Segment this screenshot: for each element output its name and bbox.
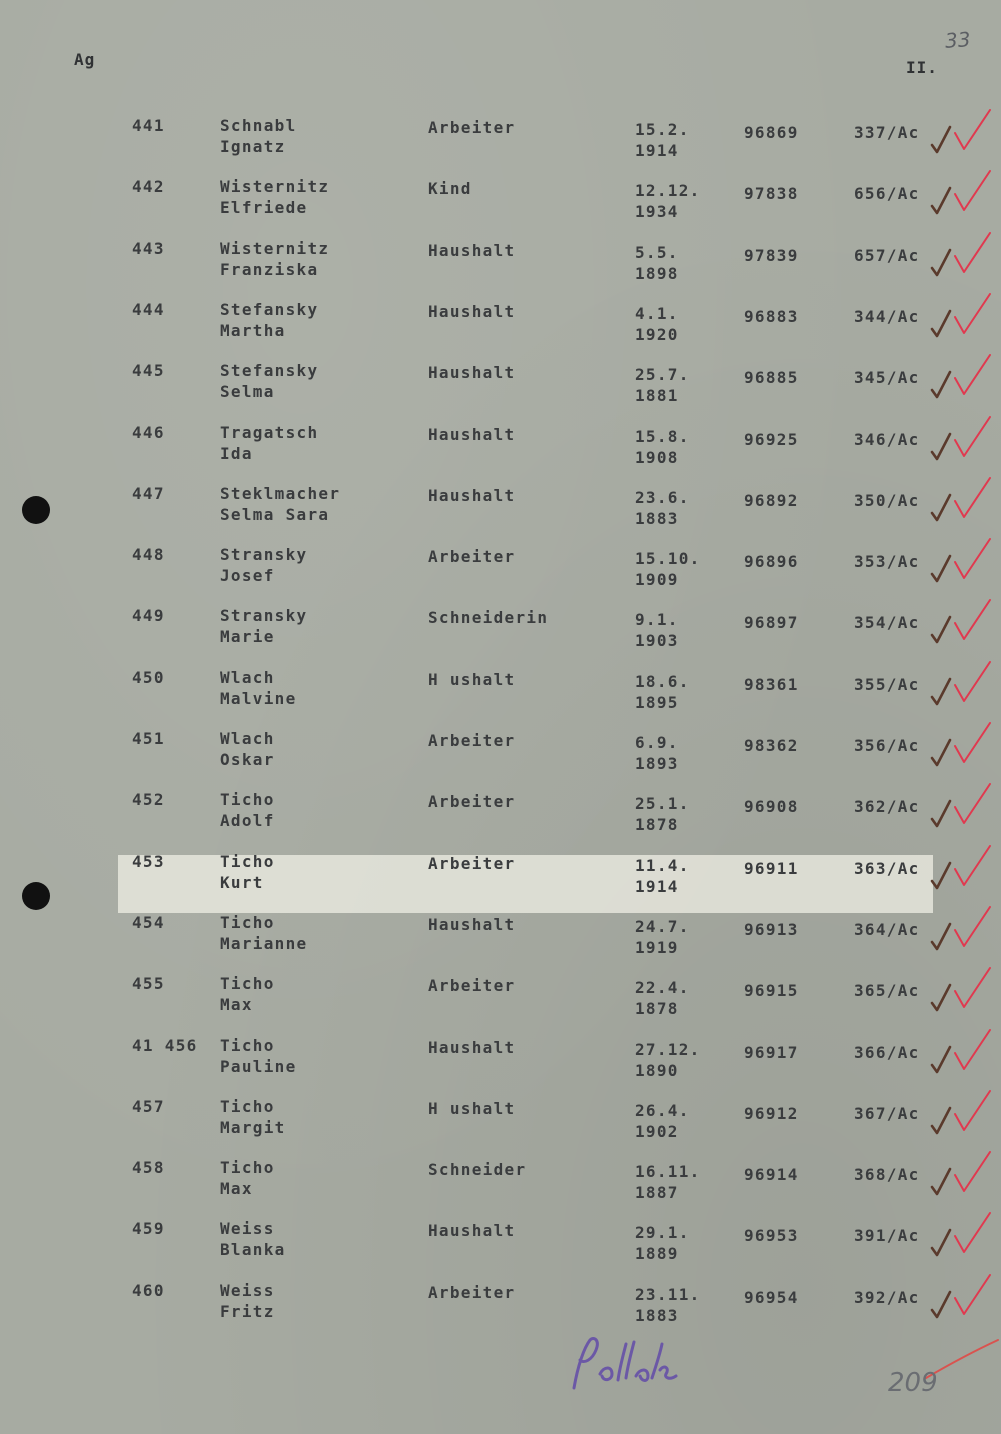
first-name: Fritz	[220, 1302, 275, 1321]
birth-date	[635, 1100, 690, 1142]
birth-date	[635, 1222, 690, 1264]
check-mark-icon	[952, 659, 992, 705]
table-row	[118, 1158, 933, 1219]
surname: Wlach	[220, 668, 275, 687]
table-row	[118, 423, 933, 484]
table-row	[118, 729, 933, 790]
header-code-left: Ag	[74, 50, 96, 69]
entry-number: 442	[132, 177, 165, 196]
transport-number: 98361	[744, 675, 799, 694]
entry-number: 458	[132, 1158, 165, 1177]
occupation: Haushalt	[428, 915, 516, 934]
birth-date	[635, 732, 679, 774]
reference-code: 367/Ac	[854, 1104, 920, 1123]
reference-code: 356/Ac	[854, 736, 920, 755]
birth-year: 1902	[635, 1122, 679, 1141]
table-row	[118, 545, 933, 606]
check-mark-icon	[930, 125, 954, 155]
signature-icon	[566, 1330, 686, 1400]
table-row	[118, 790, 933, 851]
surname: Ticho	[220, 1158, 275, 1177]
surname: Weiss	[220, 1281, 275, 1300]
person-name	[220, 1280, 275, 1322]
occupation: Haushalt	[428, 425, 516, 444]
person-name	[220, 422, 318, 464]
punch-hole-icon	[22, 882, 50, 910]
transport-number: 96892	[744, 491, 799, 510]
reference-code: 350/Ac	[854, 491, 920, 510]
person-name	[220, 728, 275, 770]
header-code-right: II.	[906, 58, 938, 77]
person-name	[220, 789, 275, 831]
entry-number: 460	[132, 1281, 165, 1300]
table-row	[118, 361, 933, 422]
birth-year: 1883	[635, 509, 679, 528]
table-row	[118, 668, 933, 729]
table-row	[118, 852, 933, 913]
person-name	[220, 483, 340, 525]
entry-number: 453	[132, 852, 165, 871]
first-name: Margit	[220, 1118, 286, 1137]
table-row	[118, 1281, 933, 1342]
birth-year: 1919	[635, 938, 679, 957]
transport-number: 96869	[744, 123, 799, 142]
check-mark-icon	[930, 370, 954, 400]
birth-day-month: 22.4.	[635, 978, 690, 997]
person-name	[220, 605, 307, 647]
occupation: Kind	[428, 179, 472, 198]
check-mark-icon	[952, 597, 992, 643]
first-name: Selma	[220, 382, 275, 401]
person-name	[220, 667, 297, 709]
birth-day-month: 18.6.	[635, 672, 690, 691]
table-row	[118, 177, 933, 238]
person-name	[220, 1035, 297, 1077]
transport-number: 96908	[744, 797, 799, 816]
birth-day-month: 15.2.	[635, 120, 690, 139]
surname: Schnabl	[220, 116, 297, 135]
occupation: Arbeiter	[428, 854, 516, 873]
table-row	[118, 300, 933, 361]
pencil-page-number-top: 33	[944, 27, 972, 53]
birth-date	[635, 1161, 701, 1203]
table-row	[118, 1036, 933, 1097]
occupation: Haushalt	[428, 1038, 516, 1057]
person-name	[220, 973, 275, 1015]
birth-day-month: 9.1.	[635, 610, 679, 629]
surname: Weiss	[220, 1219, 275, 1238]
first-name: Pauline	[220, 1057, 297, 1076]
surname: Ticho	[220, 1097, 275, 1116]
check-mark-icon	[952, 965, 992, 1011]
birth-year: 1914	[635, 877, 679, 896]
check-mark-icon	[930, 1106, 954, 1136]
check-mark-icon	[930, 983, 954, 1013]
check-mark-icon	[952, 352, 992, 398]
entry-number: 441	[132, 116, 165, 135]
occupation: Haushalt	[428, 486, 516, 505]
check-mark-icon	[952, 843, 992, 889]
birth-year: 1881	[635, 386, 679, 405]
transport-number: 96896	[744, 552, 799, 571]
birth-year: 1914	[635, 141, 679, 160]
entry-number: 451	[132, 729, 165, 748]
check-mark-icon	[952, 107, 992, 153]
birth-day-month: 23.6.	[635, 488, 690, 507]
person-name	[220, 912, 307, 954]
check-mark-icon	[952, 414, 992, 460]
reference-code: 366/Ac	[854, 1043, 920, 1062]
first-name: Josef	[220, 566, 275, 585]
transport-number: 96915	[744, 981, 799, 1000]
surname: Stransky	[220, 545, 308, 564]
reference-code: 656/Ac	[854, 184, 920, 203]
entry-number: 450	[132, 668, 165, 687]
surname: Ticho	[220, 790, 275, 809]
check-mark-icon	[930, 493, 954, 523]
birth-day-month: 5.5.	[635, 243, 679, 262]
surname: Ticho	[220, 913, 275, 932]
reference-code: 337/Ac	[854, 123, 920, 142]
pencil-page-number-bottom: 209	[888, 1368, 938, 1398]
occupation: Arbeiter	[428, 976, 516, 995]
transport-number: 96954	[744, 1288, 799, 1307]
birth-date	[635, 1284, 701, 1326]
person-name	[220, 544, 307, 586]
transport-number: 97838	[744, 184, 799, 203]
surname: Stefansky	[220, 300, 319, 319]
check-mark-icon	[952, 1027, 992, 1073]
reference-code: 345/Ac	[854, 368, 920, 387]
person-name	[220, 299, 318, 341]
table-row	[118, 1097, 933, 1158]
birth-day-month: 27.12.	[635, 1040, 701, 1059]
birth-day-month: 11.4.	[635, 856, 690, 875]
occupation: Haushalt	[428, 302, 516, 321]
first-name: Franziska	[220, 260, 319, 279]
transport-number: 96914	[744, 1165, 799, 1184]
check-mark-icon	[952, 720, 992, 766]
surname: Ticho	[220, 974, 275, 993]
surname: Tragatsch	[220, 423, 319, 442]
punch-hole-icon	[22, 496, 50, 524]
check-mark-icon	[930, 861, 954, 891]
person-name	[220, 1218, 286, 1260]
first-name: Elfriede	[220, 198, 308, 217]
person-name	[220, 238, 329, 280]
surname: Ticho	[220, 852, 275, 871]
reference-code: 391/Ac	[854, 1226, 920, 1245]
occupation: Arbeiter	[428, 547, 516, 566]
check-mark-icon	[952, 1088, 992, 1134]
transport-number: 96883	[744, 307, 799, 326]
first-name: Ida	[220, 444, 253, 463]
check-mark-icon	[930, 1228, 954, 1258]
birth-day-month: 16.11.	[635, 1162, 701, 1181]
birth-year: 1909	[635, 570, 679, 589]
birth-day-month: 12.12.	[635, 181, 701, 200]
occupation: Haushalt	[428, 241, 516, 260]
check-mark-icon	[952, 781, 992, 827]
check-mark-icon	[952, 475, 992, 521]
transport-number: 97839	[744, 246, 799, 265]
birth-date	[635, 426, 690, 468]
birth-date	[635, 1039, 701, 1081]
occupation: Schneiderin	[428, 608, 549, 627]
person-name	[220, 1096, 286, 1138]
occupation: Arbeiter	[428, 1283, 516, 1302]
check-mark-icon	[930, 922, 954, 952]
check-mark-icon	[952, 1149, 992, 1195]
transport-number: 96911	[744, 859, 799, 878]
check-mark-icon	[930, 1290, 954, 1320]
birth-date	[635, 303, 679, 345]
birth-year: 1898	[635, 264, 679, 283]
birth-year: 1903	[635, 631, 679, 650]
transport-number: 96925	[744, 430, 799, 449]
reference-code: 362/Ac	[854, 797, 920, 816]
reference-code: 392/Ac	[854, 1288, 920, 1307]
check-mark-icon	[952, 168, 992, 214]
reference-code: 353/Ac	[854, 552, 920, 571]
first-name: Oskar	[220, 750, 275, 769]
birth-day-month: 4.1.	[635, 304, 679, 323]
first-name: Martha	[220, 321, 286, 340]
occupation: Schneider	[428, 1160, 527, 1179]
birth-date	[635, 609, 679, 651]
birth-year: 1878	[635, 815, 679, 834]
birth-day-month: 15.8.	[635, 427, 690, 446]
entry-number: 443	[132, 239, 165, 258]
birth-year: 1889	[635, 1244, 679, 1263]
occupation: Arbeiter	[428, 118, 516, 137]
birth-day-month: 6.9.	[635, 733, 679, 752]
birth-date	[635, 180, 701, 222]
entry-number: 41 456	[132, 1036, 198, 1055]
first-name: Ignatz	[220, 137, 286, 156]
reference-code: 344/Ac	[854, 307, 920, 326]
first-name: Max	[220, 1179, 253, 1198]
birth-date	[635, 487, 690, 529]
person-name	[220, 360, 318, 402]
check-mark-icon	[930, 677, 954, 707]
surname: Ticho	[220, 1036, 275, 1055]
check-mark-icon	[930, 1045, 954, 1075]
birth-date	[635, 242, 679, 284]
first-name: Selma Sara	[220, 505, 330, 524]
birth-day-month: 25.1.	[635, 794, 690, 813]
surname: Wisternitz	[220, 239, 330, 258]
birth-year: 1934	[635, 202, 679, 221]
birth-day-month: 15.10.	[635, 549, 701, 568]
entry-number: 454	[132, 913, 165, 932]
entry-number: 455	[132, 974, 165, 993]
birth-year: 1893	[635, 754, 679, 773]
table-row	[118, 913, 933, 974]
person-name	[220, 1157, 275, 1199]
table-row	[118, 239, 933, 300]
occupation: Haushalt	[428, 363, 516, 382]
birth-year: 1908	[635, 448, 679, 467]
reference-code: 368/Ac	[854, 1165, 920, 1184]
table-row	[118, 484, 933, 545]
transport-number: 96897	[744, 613, 799, 632]
birth-day-month: 23.11.	[635, 1285, 701, 1304]
person-name	[220, 115, 297, 157]
table-row	[118, 974, 933, 1035]
surname: Wlach	[220, 729, 275, 748]
entry-number: 449	[132, 606, 165, 625]
entry-number: 448	[132, 545, 165, 564]
check-mark-icon	[930, 615, 954, 645]
reference-code: 355/Ac	[854, 675, 920, 694]
birth-day-month: 24.7.	[635, 917, 690, 936]
entry-number: 457	[132, 1097, 165, 1116]
reference-code: 365/Ac	[854, 981, 920, 1000]
birth-date	[635, 977, 690, 1019]
birth-day-month: 29.1.	[635, 1223, 690, 1242]
transport-number: 96885	[744, 368, 799, 387]
birth-date	[635, 855, 690, 897]
entry-number: 445	[132, 361, 165, 380]
check-mark-icon	[930, 432, 954, 462]
birth-year: 1887	[635, 1183, 679, 1202]
check-mark-icon	[952, 1210, 992, 1256]
entry-number: 447	[132, 484, 165, 503]
table-row	[118, 1219, 933, 1280]
transport-number: 96953	[744, 1226, 799, 1245]
check-mark-icon	[930, 738, 954, 768]
first-name: Blanka	[220, 1240, 286, 1259]
occupation: H ushalt	[428, 1099, 516, 1118]
entry-number: 452	[132, 790, 165, 809]
reference-code: 354/Ac	[854, 613, 920, 632]
birth-date	[635, 119, 690, 161]
check-mark-icon	[930, 554, 954, 584]
check-mark-icon	[930, 248, 954, 278]
transport-number: 96913	[744, 920, 799, 939]
first-name: Max	[220, 995, 253, 1014]
surname: Stransky	[220, 606, 308, 625]
transport-number: 96917	[744, 1043, 799, 1062]
birth-year: 1878	[635, 999, 679, 1018]
check-mark-icon	[952, 536, 992, 582]
table-row	[118, 116, 933, 177]
reference-code: 363/Ac	[854, 859, 920, 878]
check-mark-icon	[930, 309, 954, 339]
table-row	[118, 606, 933, 667]
birth-date	[635, 671, 690, 713]
check-mark-icon	[930, 186, 954, 216]
surname: Stefansky	[220, 361, 319, 380]
birth-year: 1890	[635, 1061, 679, 1080]
check-mark-icon	[930, 799, 954, 829]
transport-number: 96912	[744, 1104, 799, 1123]
birth-year: 1883	[635, 1306, 679, 1325]
person-name	[220, 851, 275, 893]
reference-code: 657/Ac	[854, 246, 920, 265]
birth-day-month: 25.7.	[635, 365, 690, 384]
check-mark-icon	[952, 230, 992, 276]
first-name: Adolf	[220, 811, 275, 830]
surname: Steklmacher	[220, 484, 341, 503]
birth-date	[635, 793, 690, 835]
birth-date	[635, 916, 690, 958]
first-name: Kurt	[220, 873, 264, 892]
check-mark-icon	[952, 1272, 992, 1318]
first-name: Marie	[220, 627, 275, 646]
check-mark-icon	[930, 1167, 954, 1197]
reference-code: 346/Ac	[854, 430, 920, 449]
entry-number: 444	[132, 300, 165, 319]
birth-year: 1895	[635, 693, 679, 712]
occupation: Arbeiter	[428, 731, 516, 750]
first-name: Marianne	[220, 934, 308, 953]
entry-number: 446	[132, 423, 165, 442]
occupation: Arbeiter	[428, 792, 516, 811]
birth-date	[635, 548, 701, 590]
surname: Wisternitz	[220, 177, 330, 196]
occupation: Haushalt	[428, 1221, 516, 1240]
reference-code: 364/Ac	[854, 920, 920, 939]
birth-day-month: 26.4.	[635, 1101, 690, 1120]
transport-number: 98362	[744, 736, 799, 755]
occupation: H ushalt	[428, 670, 516, 689]
person-name	[220, 176, 329, 218]
check-mark-icon	[952, 904, 992, 950]
birth-date	[635, 364, 690, 406]
check-mark-icon	[952, 291, 992, 337]
entry-number: 459	[132, 1219, 165, 1238]
birth-year: 1920	[635, 325, 679, 344]
first-name: Malvine	[220, 689, 297, 708]
